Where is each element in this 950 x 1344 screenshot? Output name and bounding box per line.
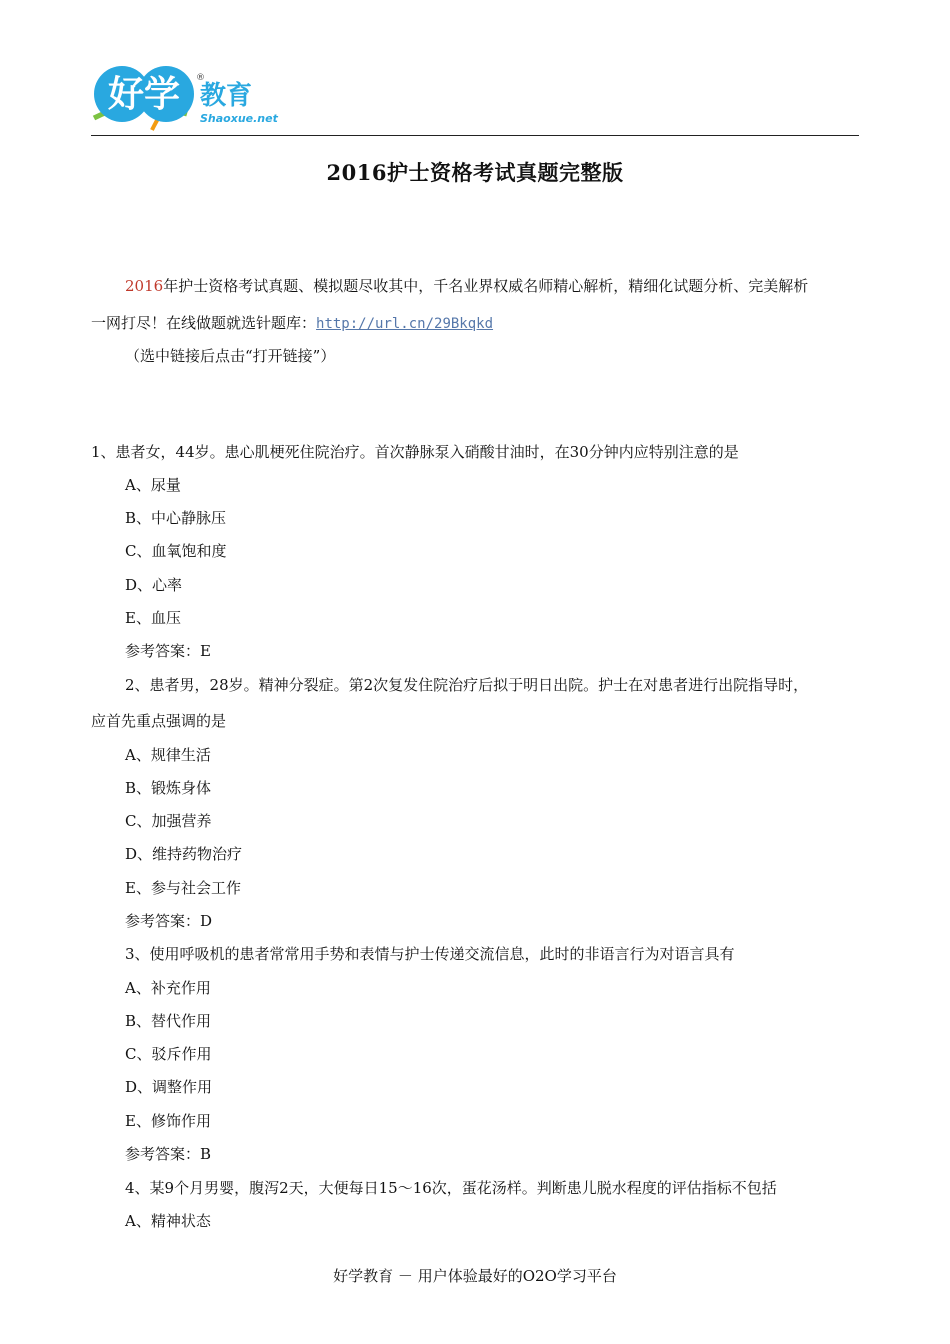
option-item: C、血氧饱和度 — [125, 542, 227, 560]
page-title: 2016护士资格考试真题完整版 — [326, 160, 624, 185]
intro-year: 2016 — [125, 277, 164, 295]
question-stem-continued: 应首先重点强调的是 — [91, 712, 227, 730]
header-divider — [91, 135, 859, 136]
question-stem: 3、使用呼吸机的患者常常用手势和表情与护士传递交流信息，此时的非语言行为对语言具有 — [125, 945, 735, 963]
option-item: A、尿量 — [125, 476, 181, 494]
page-footer: 好学教育 － 用户体验最好的O2O学习平台 — [333, 1267, 617, 1285]
option-item: A、补充作用 — [125, 979, 211, 997]
option-item: E、修饰作用 — [125, 1112, 211, 1130]
option-item: A、精神状态 — [125, 1212, 211, 1230]
option-item: B、中心静脉压 — [125, 509, 227, 527]
question-stem: 1、患者女，44岁。患心肌梗死住院治疗。首次静脉泵入硝酸甘油时，在30分钟内应特别注意的是 — [91, 443, 739, 461]
option-item: A、规律生活 — [125, 746, 211, 764]
logo-suffix: 教育 — [200, 81, 253, 111]
logo-url: Shaoxue.net — [200, 112, 278, 125]
intro-line-1-text: 年护士资格考试真题、模拟题尽收其中，千名业界权威名师精心解析，精细化试题分析、完美解析 — [163, 277, 809, 295]
intro-line-2 — [91, 313, 493, 334]
intro-note: （选中链接后点击“打开链接”） — [125, 347, 336, 365]
brand-logo — [92, 58, 302, 134]
option-item: E、参与社会工作 — [125, 879, 241, 897]
option-item: C、加强营养 — [125, 812, 212, 830]
answer-text: 参考答案：B — [125, 1145, 212, 1163]
answer-text: 参考答案：E — [125, 642, 211, 660]
option-item: B、锻炼身体 — [125, 779, 212, 797]
option-item: D、心率 — [125, 576, 183, 594]
question-bank-link[interactable]: http://url.cn/29Bkqkd — [316, 316, 494, 332]
option-item: D、维持药物治疗 — [125, 845, 243, 863]
option-item: B、替代作用 — [125, 1012, 212, 1030]
intro-line-1 — [125, 276, 808, 296]
question-stem: 2、患者男，28岁。精神分裂症。第2次复发住院治疗后拟于明日出院。护士在对患者进行出院指导时， — [125, 676, 809, 694]
question-stem: 4、某9个月男婴，腹泻2天，大便每日15～16次，蛋花汤样。判断患儿脱水程度的评估指标不包括 — [125, 1179, 777, 1197]
logo-reg: ® — [196, 73, 205, 83]
option-item: C、驳斥作用 — [125, 1045, 212, 1063]
option-item: E、血压 — [125, 609, 181, 627]
answer-text: 参考答案：D — [125, 912, 213, 930]
intro-line-2-text: 一网打尽！在线做题就选针题库： — [91, 314, 317, 332]
option-item: D、调整作用 — [125, 1078, 213, 1096]
logo-text: 好学 — [107, 74, 181, 115]
